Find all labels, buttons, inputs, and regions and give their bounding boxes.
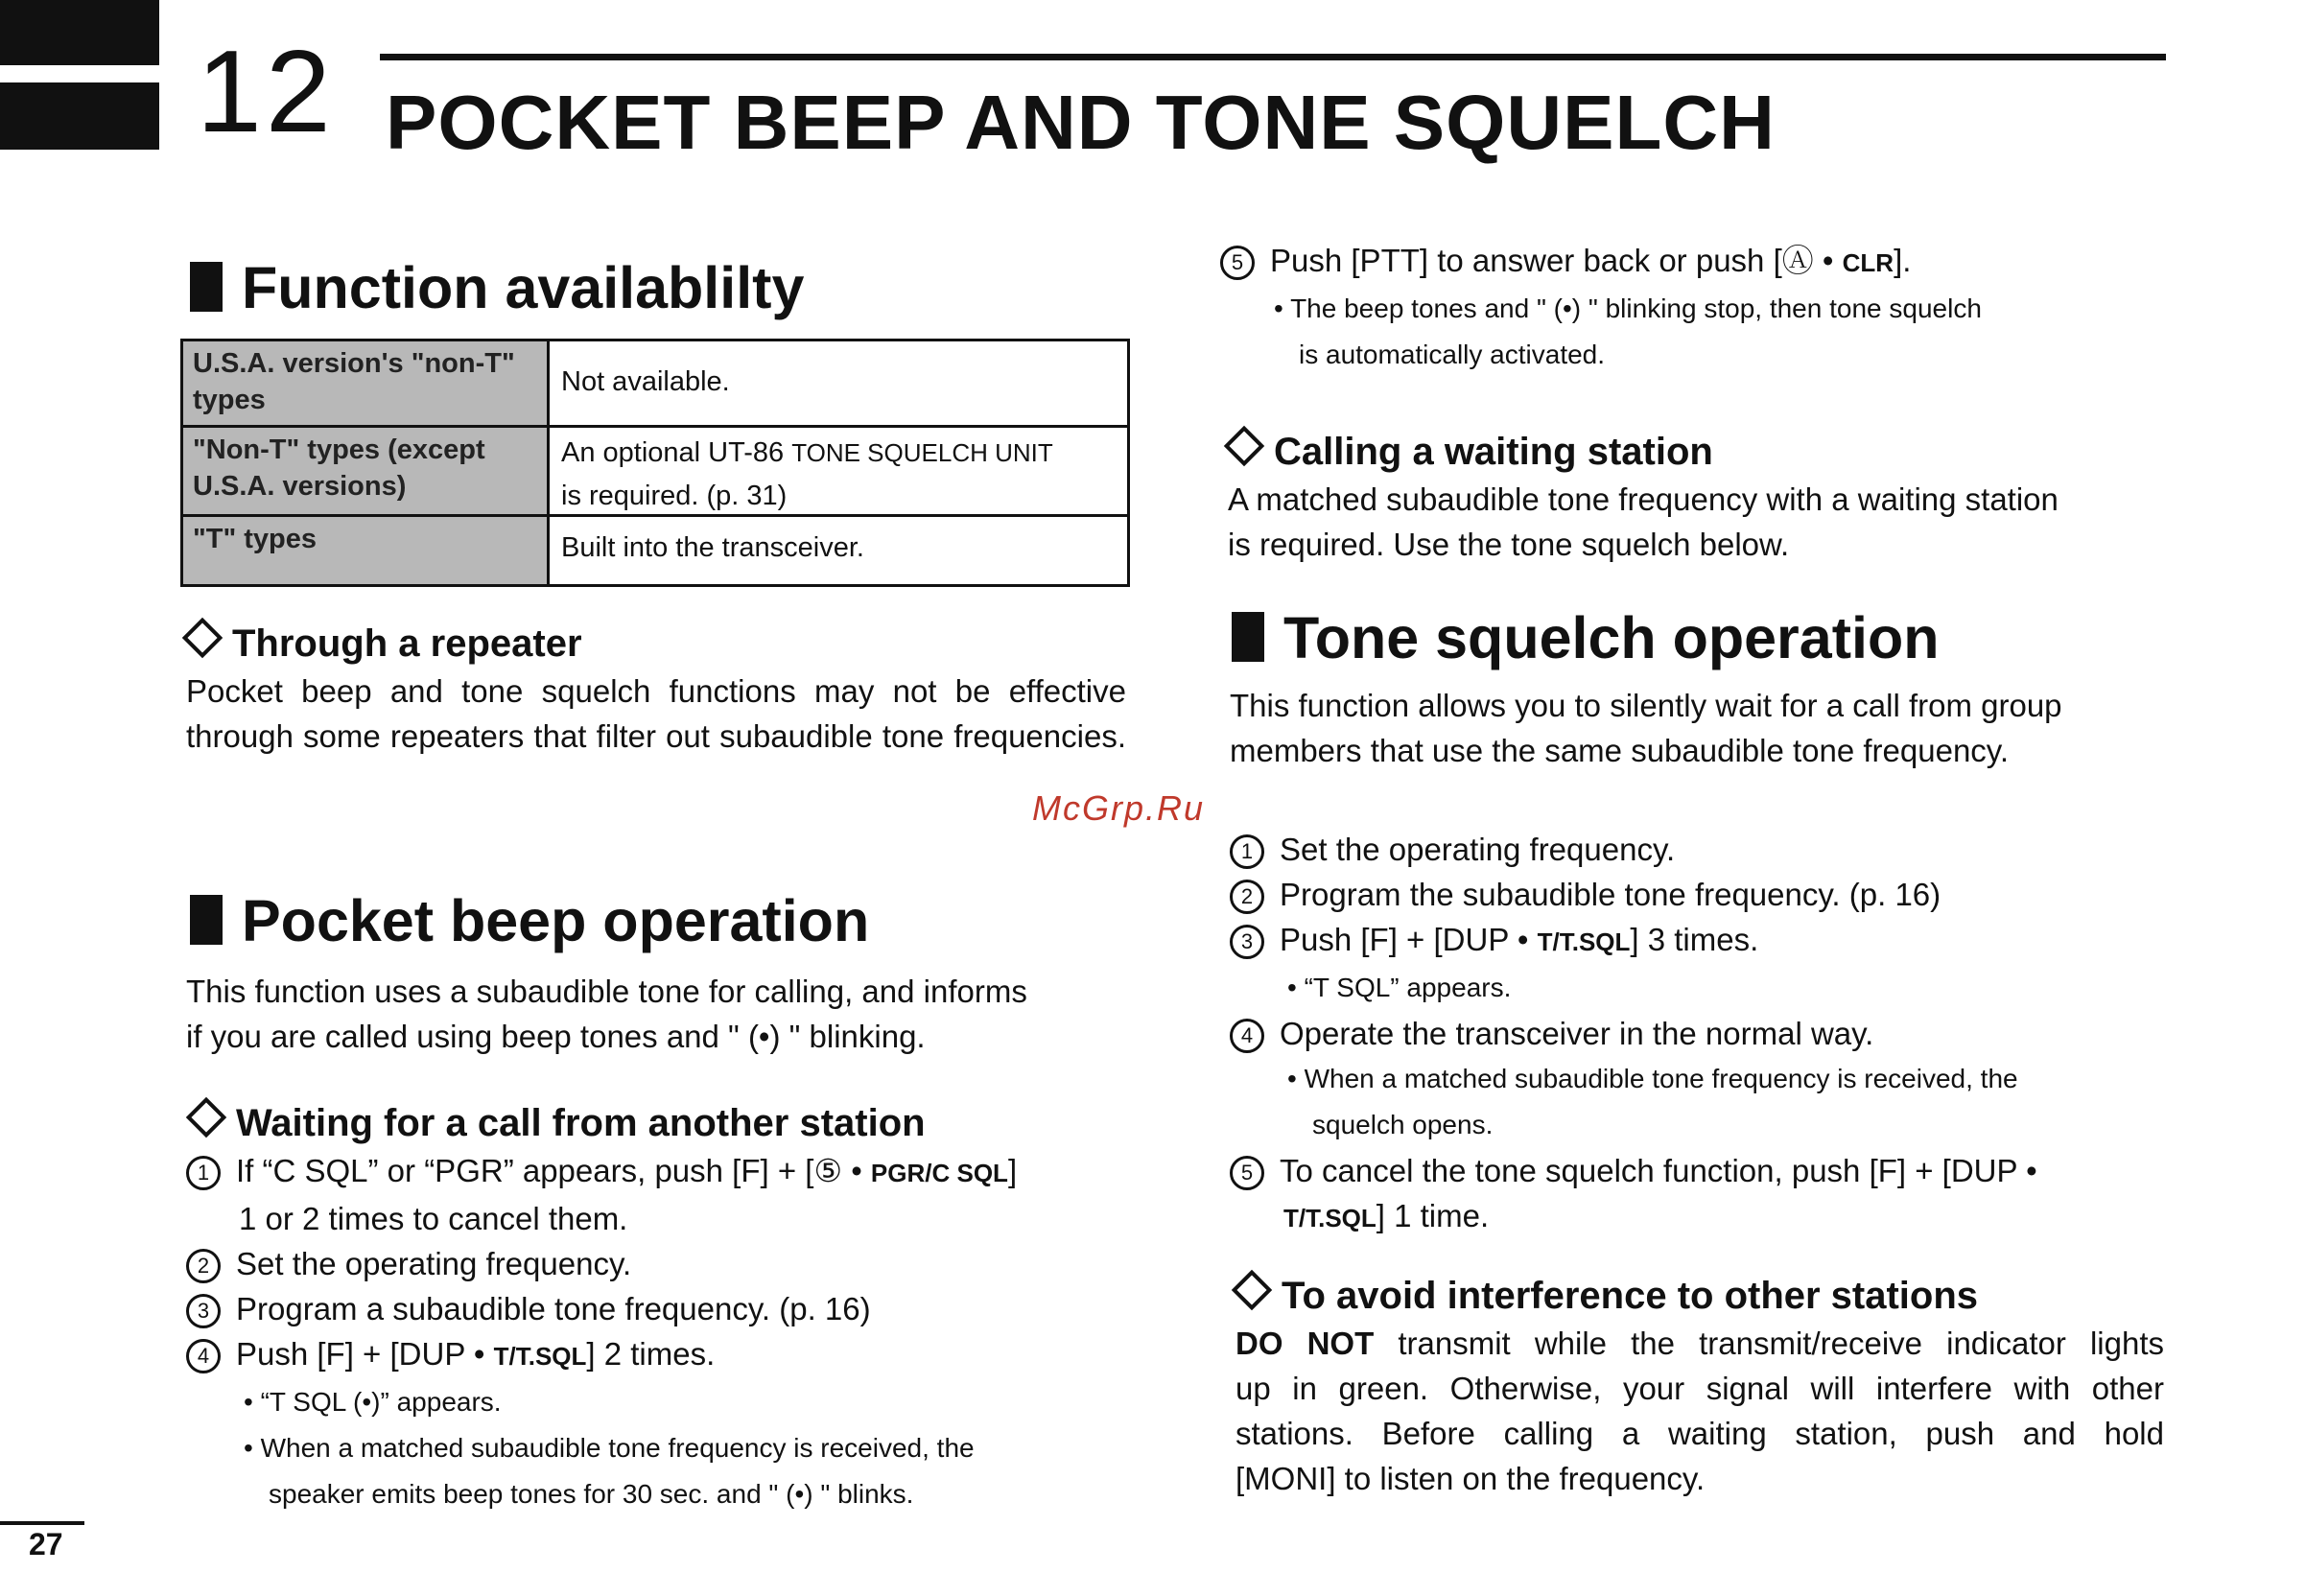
table-row [183, 341, 1127, 428]
step-number-icon: 4 [1230, 1019, 1264, 1053]
page-number-rule [0, 1521, 84, 1525]
list-item: 1 Set the operating frequency. [1230, 827, 2037, 872]
table-label: "T" types [183, 517, 550, 584]
waiting-step-5 [1220, 238, 1982, 378]
page-number: 27 [29, 1527, 63, 1561]
step-number-icon: 1 [186, 1156, 221, 1190]
chapter-title: POCKET BEEP AND TONE SQUELCH [386, 80, 1776, 165]
tone-squelch-intro: This function allows you to silently wait for a call from group members that use the same subaudible tone frequency. [1230, 688, 2062, 768]
step-number-icon: 5 [1230, 1156, 1264, 1190]
table-row [183, 428, 1127, 517]
section-marker-icon [190, 895, 223, 945]
list-item: 5 To cancel the tone squelch function, push [F] + [DUP • [1230, 1148, 2037, 1193]
step-number-icon: 3 [186, 1294, 221, 1328]
table-label: "Non-T" types (except U.S.A. versions) [183, 428, 550, 514]
diamond-icon [182, 618, 223, 658]
section-tone-squelch: Tone squelch operation [1232, 609, 1939, 668]
list-item: 3 Push [F] + [DUP • T/T.SQL] 3 times. [1230, 917, 2037, 965]
subsection-avoid-interference: To avoid interference to other stations [1232, 1276, 1978, 1315]
diamond-icon [1232, 1270, 1272, 1310]
list-item: 2 Program the subaudible tone frequency. (p. 16) [1230, 872, 2037, 917]
list-item: 2 Set the operating frequency. [186, 1241, 1017, 1286]
chapter-number: 12 [197, 26, 335, 156]
calling-body: A matched subaudible tone frequency with a waiting station is required. Use the tone squelch below. [1228, 481, 2059, 562]
subsection-calling-waiting: Calling a waiting station [1224, 432, 1713, 471]
list-item: 1 If “C SQL” or “PGR” appears, push [F] + [⑤ • PGR/C SQL] [186, 1148, 1017, 1196]
repeater-body: Pocket beep and tone squelch functions may not be effective through some repeaters that filter out subaudible tone frequencies. [186, 673, 1126, 754]
subsection-through-repeater: Through a repeater [182, 623, 582, 663]
list-item: 4 Operate the transceiver in the normal way. [1230, 1011, 2037, 1056]
section-function-availability: Function availablilty [190, 259, 804, 317]
section-marker-icon [190, 262, 223, 312]
list-item: T/T.SQL] 1 time. [1283, 1198, 1490, 1233]
step-number-icon: 3 [1230, 925, 1264, 959]
table-value: Not available. [561, 366, 730, 397]
table-label: U.S.A. version's "non-T" types [183, 341, 550, 425]
section-pocket-beep: Pocket beep operation [190, 892, 869, 951]
diamond-icon [1224, 426, 1264, 466]
tone-squelch-steps [1230, 827, 2037, 1241]
diamond-icon [186, 1097, 226, 1138]
table-value: Built into the transceiver. [561, 532, 864, 563]
step-note: • “T SQL” appears. [1287, 973, 1512, 1002]
step-number-icon: 4 [186, 1339, 221, 1373]
pocket-beep-intro: This function uses a subaudible tone for calling, and informs if you are called using beep tones and " (•) " blinking. [186, 974, 1027, 1054]
list-item: 3 Program a subaudible tone frequency. (p. 16) [186, 1286, 1017, 1331]
step-note: squelch opens. [1312, 1110, 1494, 1139]
step-number-icon: 5 [1220, 246, 1255, 280]
list-item: 5 Push [PTT] to answer back or push [Ⓐ • CLR]. [1220, 238, 1982, 286]
step-note: • The beep tones and " (•) " blinking stop, then tone squelch [1274, 293, 1982, 323]
step-number-icon: 1 [1230, 834, 1264, 869]
chapter-tab-top [0, 0, 159, 65]
step-number-icon: 2 [186, 1249, 221, 1283]
step-note: is automatically activated. [1299, 340, 1606, 369]
interference-body: DO NOT transmit while the transmit/receive indicator lights up in green. Otherwise, your signal will interfere with other stations. Before calling a waiting station, push and hold [MONI] to listen on the frequency. [1235, 1326, 2164, 1496]
availability-table [180, 339, 1130, 587]
chapter-tab-bottom [0, 82, 159, 150]
step-note: • When a matched subaudible tone frequency is received, the [1287, 1064, 2018, 1093]
step-number-icon: 2 [1230, 880, 1264, 914]
list-item: 1 or 2 times to cancel them. [239, 1201, 628, 1236]
step-note: • When a matched subaudible tone frequency is received, the [244, 1433, 975, 1463]
table-value: An optional UT-86 TONE SQUELCH UNIT is required. (p. 31) [561, 437, 1053, 511]
step-note: • “T SQL (•)” appears. [244, 1387, 502, 1417]
step-note: speaker emits beep tones for 30 sec. and " (•) " blinks. [269, 1479, 914, 1509]
header-rule [380, 54, 2166, 60]
watermark: McGrp.Ru [1032, 788, 1206, 828]
table-row [183, 517, 1127, 584]
waiting-steps [186, 1148, 1017, 1517]
section-marker-icon [1232, 612, 1264, 662]
list-item: 4 Push [F] + [DUP • T/T.SQL] 2 times. [186, 1331, 1017, 1379]
subsection-waiting-call: Waiting for a call from another station [186, 1103, 926, 1142]
